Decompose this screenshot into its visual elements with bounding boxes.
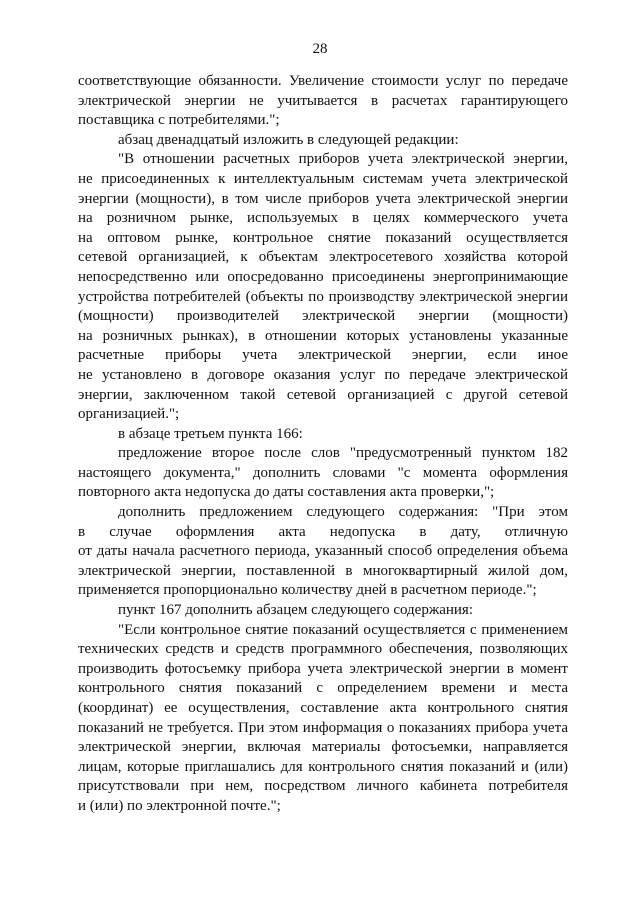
text-line: "Если контрольное снятие показаний осуществляется с применением <box>118 621 568 638</box>
text-line: от даты начала расчетного периода, указанный способ определения объема <box>78 543 568 560</box>
text-line: применяется пропорционально количеству дней в расчетном периоде."; <box>78 582 537 599</box>
text-line: сетевой организацией, к объектам электросетевого хозяйства которой <box>78 249 568 266</box>
page-number: 28 <box>312 41 328 57</box>
text-line: соответствующие обязанности. Увеличение стоимости услуг по передаче <box>78 73 568 89</box>
text-line: на розничных рынках), в отношении которых установлены указанные <box>78 327 568 344</box>
text-line: "В отношении расчетных приборов учета электрической энергии, <box>118 151 568 168</box>
text-line: энергии, заключенном такой сетевой организацией с другой сетевой <box>78 386 568 403</box>
text-line: электрической энергии, включая материалы фотосъемки, направляется <box>78 739 568 756</box>
text-line: непосредственно или опосредованно присоединены энергопринимающие <box>78 268 568 285</box>
text-line: организацией."; <box>78 406 180 423</box>
text-line: дополнить предложением следующего содержания: "При этом <box>118 504 568 521</box>
text-line: настоящего документа," дополнить словами "с момента оформления <box>78 464 568 481</box>
text-line: электрической энергии не учитывается в расчетах гарантирующего <box>78 92 568 109</box>
text-line: на оптовом рынке, контрольное снятие показаний осуществляется <box>78 229 568 246</box>
text-line: энергии (мощности), в том числе приборов учета электрической энергии <box>78 190 568 207</box>
text-line: устройства потребителей (объекты по производству электрической энергии <box>78 288 568 305</box>
text-line: электрической энергии, поставленной в многоквартирный жилой дом, <box>78 562 568 579</box>
text-line: в случае оформления акта недопуска в дату, отличную <box>78 523 568 540</box>
text-line: повторного акта недопуска до даты составления акта проверки,"; <box>78 484 495 501</box>
text-line: и (или) по электронной почте."; <box>78 797 281 814</box>
text-line: не присоединенных к интеллектуальным системам учета электрической <box>78 170 568 187</box>
text-line: показаний не требуется. При этом информация о показаниях прибора учета <box>78 719 568 736</box>
text-line: предложение второе после слов "предусмотренный пунктом 182 <box>118 445 568 462</box>
text-line: поставщика с потребителями."; <box>78 112 280 129</box>
text-line: в абзаце третьем пункта 166: <box>118 425 303 442</box>
text-line: абзац двенадцатый изложить в следующей редакции: <box>118 131 459 148</box>
text-line: расчетные приборы учета электрической энергии, если иное <box>78 347 568 364</box>
text-line: контрольного снятия показаний с определением времени и места <box>78 680 568 697</box>
text-line: присутствовали при нем, посредством личного кабинета потребителя <box>78 778 568 795</box>
document-body <box>78 72 568 817</box>
text-line: технических средств и средств программного обеспечения, позволяющих <box>78 641 568 658</box>
text-line: не установлено в договоре оказания услуг по передаче электрической <box>78 366 568 383</box>
text-line: на розничном рынке, используемых в целях коммерческого учета <box>78 210 568 227</box>
text-line: лицам, которые приглашались для контрольного снятия показаний и (или) <box>78 758 568 775</box>
text-line: (мощности) производителей электрической энергии (мощности) <box>78 308 568 325</box>
text-line: (координат) ее осуществления, составление акта контрольного снятия <box>78 700 568 716</box>
text-line: пункт 167 дополнить абзацем следующего содержания: <box>118 602 473 619</box>
text-line: производить фотосъемку прибора учета электрической энергии в момент <box>78 660 568 677</box>
